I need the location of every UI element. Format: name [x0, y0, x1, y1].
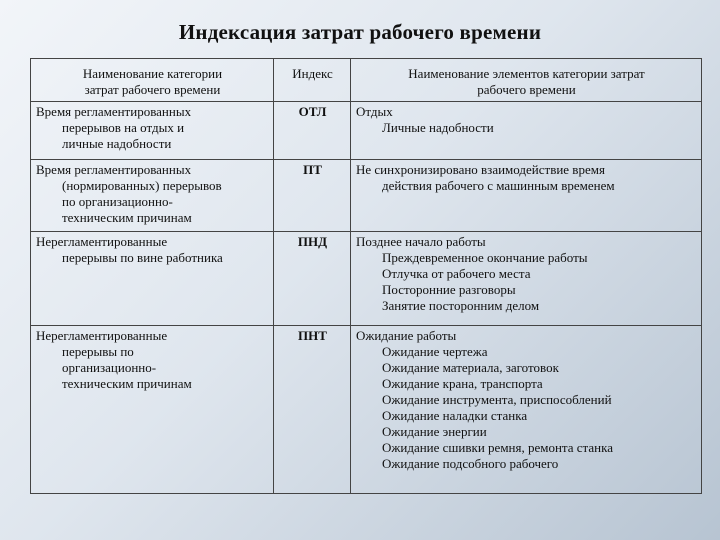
table-row: [31, 326, 702, 494]
header-elements-line-2: рабочего времени: [477, 82, 576, 97]
category-line: перерывы по вине работника: [62, 250, 223, 265]
index-cell: ПНТ: [274, 326, 351, 494]
header-category-line-1: Наименование категории: [82, 66, 223, 81]
category-line: техническим причинам: [62, 210, 192, 225]
header-category-line-2: затрат рабочего времени: [84, 82, 221, 97]
category-line: (нормированных) перерывов: [62, 178, 222, 193]
page-title: Индексация затрат рабочего времени: [178, 20, 542, 44]
elements-cell: [351, 232, 702, 326]
header-elements-line-1: Наименование элементов категории затрат: [408, 66, 645, 81]
table-row: [31, 102, 702, 160]
category-line: перерывы по: [62, 344, 134, 359]
category-line: Время регламентированных: [36, 162, 192, 177]
category-line: Нерегламентированные: [36, 234, 168, 249]
element-item: Ожидание наладки станка: [382, 408, 528, 423]
element-item: Преждевременное окончание работы: [382, 250, 588, 265]
header-index: Индекс: [274, 59, 351, 102]
category-cell: [31, 232, 274, 326]
element-item: Ожидание чертежа: [382, 344, 488, 359]
header-category: [31, 59, 274, 102]
category-line: личные надобности: [62, 136, 172, 151]
category-line: Время регламентированных: [36, 104, 192, 119]
table-row: [31, 232, 702, 326]
category-line: техническим причинам: [62, 376, 192, 391]
element-item: Ожидание энергии: [382, 424, 487, 439]
category-line: перерывов на отдых и: [62, 120, 185, 135]
element-item: Ожидание крана, транспорта: [382, 376, 543, 391]
elements-cell: [351, 326, 702, 494]
category-cell: [31, 326, 274, 494]
index-cell: ПНД: [274, 232, 351, 326]
category-cell: [31, 102, 274, 160]
index-cell: ПТ: [274, 160, 351, 232]
element-item: Отдых: [356, 104, 393, 119]
element-item: Не синхронизировано взаимодействие время: [356, 162, 605, 177]
elements-cell: [351, 102, 702, 160]
element-item: Отлучка от рабочего места: [382, 266, 531, 281]
element-item: действия рабочего с машинным временем: [382, 178, 615, 193]
element-item: Занятие посторонним делом: [382, 298, 540, 313]
element-item: Позднее начало работы: [356, 234, 486, 249]
element-item: Ожидание работы: [356, 328, 457, 343]
category-line: организационно-: [62, 360, 157, 375]
category-line: Нерегламентированные: [36, 328, 168, 343]
table-header-row: [31, 59, 702, 102]
time-cost-index-table: [30, 58, 702, 494]
element-item: Ожидание материала, заготовок: [382, 360, 559, 375]
element-item: Посторонние разговоры: [382, 282, 516, 297]
element-item: Личные надобности: [382, 120, 494, 135]
table-row: [31, 160, 702, 232]
category-cell: [31, 160, 274, 232]
element-item: Ожидание инструмента, приспособлений: [382, 392, 612, 407]
elements-cell: [351, 160, 702, 232]
element-item: Ожидание сшивки ремня, ремонта станка: [382, 440, 614, 455]
index-cell: ОТЛ: [274, 102, 351, 160]
header-elements: [351, 59, 702, 102]
category-line: по организационно-: [62, 194, 173, 209]
element-item: Ожидание подсобного рабочего: [382, 456, 559, 471]
